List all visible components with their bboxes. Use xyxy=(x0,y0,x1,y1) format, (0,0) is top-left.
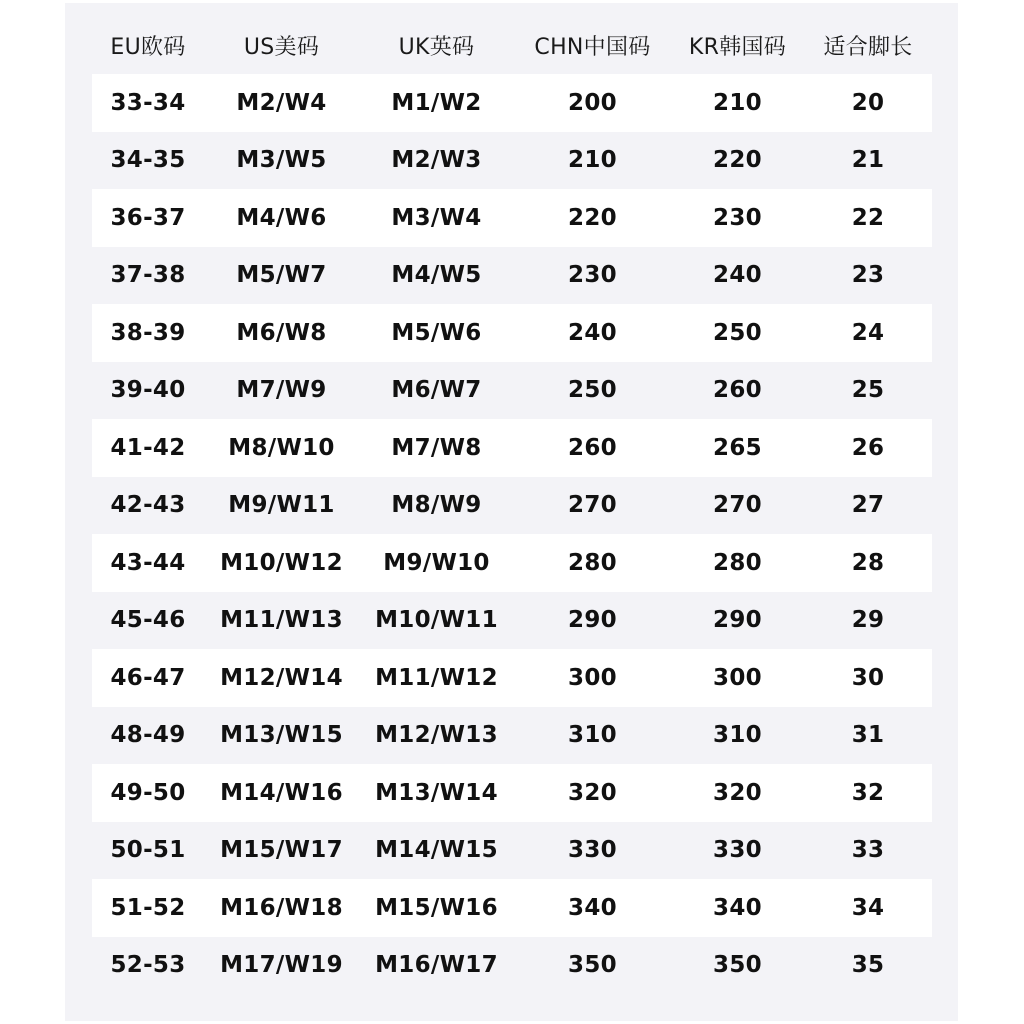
table-row xyxy=(92,649,932,707)
chn-size-cell: 240 xyxy=(568,319,617,346)
header-chn: CHN中国码 xyxy=(534,34,651,60)
table-row xyxy=(92,419,932,477)
table-row xyxy=(92,707,932,765)
eu-size-cell: 46-47 xyxy=(110,664,186,691)
kr-size-cell: 330 xyxy=(713,837,762,864)
chn-size-cell: 200 xyxy=(568,89,617,116)
table-row xyxy=(92,764,932,822)
chn-size-cell: 320 xyxy=(568,779,617,806)
eu-size-cell: 43-44 xyxy=(110,549,186,576)
us-size-cell: M17/W19 xyxy=(220,952,343,979)
header-kr: KR韩国码 xyxy=(688,34,787,60)
uk-size-cell: M10/W11 xyxy=(375,607,498,634)
us-size-cell: M12/W14 xyxy=(220,664,343,691)
kr-size-cell: 220 xyxy=(713,147,762,174)
uk-size-cell: M15/W16 xyxy=(375,894,498,921)
uk-size-cell: M7/W8 xyxy=(391,434,482,461)
table-row xyxy=(92,534,932,592)
table-row xyxy=(92,247,932,305)
table-row xyxy=(92,362,932,420)
us-size-cell: M4/W6 xyxy=(236,204,327,231)
eu-size-cell: 34-35 xyxy=(110,147,186,174)
kr-size-cell: 265 xyxy=(713,434,762,461)
chn-size-cell: 290 xyxy=(568,607,617,634)
eu-size-cell: 38-39 xyxy=(110,319,186,346)
eu-size-cell: 52-53 xyxy=(110,952,186,979)
kr-size-cell: 350 xyxy=(713,952,762,979)
foot-length-cell: 29 xyxy=(851,607,885,634)
chn-size-cell: 280 xyxy=(568,549,617,576)
us-size-cell: M3/W5 xyxy=(236,147,327,174)
kr-size-cell: 240 xyxy=(713,262,762,289)
eu-size-cell: 50-51 xyxy=(110,837,186,864)
chn-size-cell: 330 xyxy=(568,837,617,864)
table-row xyxy=(92,822,932,880)
us-size-cell: M11/W13 xyxy=(220,607,343,634)
uk-size-cell: M2/W3 xyxy=(391,147,482,174)
foot-length-cell: 27 xyxy=(851,492,885,519)
kr-size-cell: 210 xyxy=(713,89,762,116)
uk-size-cell: M16/W17 xyxy=(375,952,498,979)
chn-size-cell: 250 xyxy=(568,377,617,404)
table-header xyxy=(92,22,932,68)
chn-size-cell: 260 xyxy=(568,434,617,461)
foot-length-cell: 22 xyxy=(851,204,885,231)
foot-length-cell: 33 xyxy=(851,837,885,864)
chn-size-cell: 310 xyxy=(568,722,617,749)
uk-size-cell: M4/W5 xyxy=(391,262,482,289)
table-body xyxy=(92,74,932,994)
kr-size-cell: 300 xyxy=(713,664,762,691)
table-row xyxy=(92,592,932,650)
eu-size-cell: 41-42 xyxy=(110,434,186,461)
table-row xyxy=(92,477,932,535)
chn-size-cell: 340 xyxy=(568,894,617,921)
eu-size-cell: 36-37 xyxy=(110,204,186,231)
us-size-cell: M10/W12 xyxy=(220,549,343,576)
header-eu: EU欧码 xyxy=(110,34,186,60)
foot-length-cell: 32 xyxy=(851,779,885,806)
eu-size-cell: 45-46 xyxy=(110,607,186,634)
chn-size-cell: 350 xyxy=(568,952,617,979)
header-foot-length: 适合脚长 xyxy=(823,34,913,60)
kr-size-cell: 310 xyxy=(713,722,762,749)
uk-size-cell: M12/W13 xyxy=(375,722,498,749)
uk-size-cell: M14/W15 xyxy=(375,837,498,864)
eu-size-cell: 33-34 xyxy=(110,89,186,116)
kr-size-cell: 290 xyxy=(713,607,762,634)
table-row xyxy=(92,189,932,247)
table-row xyxy=(92,937,932,995)
foot-length-cell: 31 xyxy=(851,722,885,749)
foot-length-cell: 23 xyxy=(851,262,885,289)
kr-size-cell: 260 xyxy=(713,377,762,404)
foot-length-cell: 21 xyxy=(851,147,885,174)
us-size-cell: M13/W15 xyxy=(220,722,343,749)
chn-size-cell: 210 xyxy=(568,147,617,174)
table-row xyxy=(92,74,932,132)
us-size-cell: M8/W10 xyxy=(228,434,335,461)
uk-size-cell: M1/W2 xyxy=(391,89,482,116)
eu-size-cell: 51-52 xyxy=(110,894,186,921)
header-uk: UK英码 xyxy=(398,34,475,60)
uk-size-cell: M8/W9 xyxy=(391,492,482,519)
eu-size-cell: 42-43 xyxy=(110,492,186,519)
kr-size-cell: 340 xyxy=(713,894,762,921)
kr-size-cell: 250 xyxy=(713,319,762,346)
foot-length-cell: 20 xyxy=(851,89,885,116)
kr-size-cell: 270 xyxy=(713,492,762,519)
foot-length-cell: 26 xyxy=(851,434,885,461)
foot-length-cell: 30 xyxy=(851,664,885,691)
eu-size-cell: 48-49 xyxy=(110,722,186,749)
eu-size-cell: 49-50 xyxy=(110,779,186,806)
chn-size-cell: 300 xyxy=(568,664,617,691)
foot-length-cell: 28 xyxy=(851,549,885,576)
chn-size-cell: 270 xyxy=(568,492,617,519)
us-size-cell: M15/W17 xyxy=(220,837,343,864)
uk-size-cell: M9/W10 xyxy=(383,549,490,576)
foot-length-cell: 35 xyxy=(851,952,885,979)
uk-size-cell: M5/W6 xyxy=(391,319,482,346)
uk-size-cell: M13/W14 xyxy=(375,779,498,806)
chn-size-cell: 220 xyxy=(568,204,617,231)
table-row xyxy=(92,132,932,190)
us-size-cell: M6/W8 xyxy=(236,319,327,346)
header-us: US美码 xyxy=(243,34,320,60)
chn-size-cell: 230 xyxy=(568,262,617,289)
us-size-cell: M16/W18 xyxy=(220,894,343,921)
uk-size-cell: M3/W4 xyxy=(391,204,482,231)
kr-size-cell: 320 xyxy=(713,779,762,806)
uk-size-cell: M6/W7 xyxy=(391,377,482,404)
eu-size-cell: 37-38 xyxy=(110,262,186,289)
us-size-cell: M5/W7 xyxy=(236,262,327,289)
foot-length-cell: 25 xyxy=(851,377,885,404)
us-size-cell: M9/W11 xyxy=(228,492,335,519)
us-size-cell: M14/W16 xyxy=(220,779,343,806)
table-row xyxy=(92,304,932,362)
us-size-cell: M7/W9 xyxy=(236,377,327,404)
kr-size-cell: 280 xyxy=(713,549,762,576)
foot-length-cell: 34 xyxy=(851,894,885,921)
foot-length-cell: 24 xyxy=(851,319,885,346)
us-size-cell: M2/W4 xyxy=(236,89,327,116)
table-row xyxy=(92,879,932,937)
kr-size-cell: 230 xyxy=(713,204,762,231)
uk-size-cell: M11/W12 xyxy=(375,664,498,691)
eu-size-cell: 39-40 xyxy=(110,377,186,404)
